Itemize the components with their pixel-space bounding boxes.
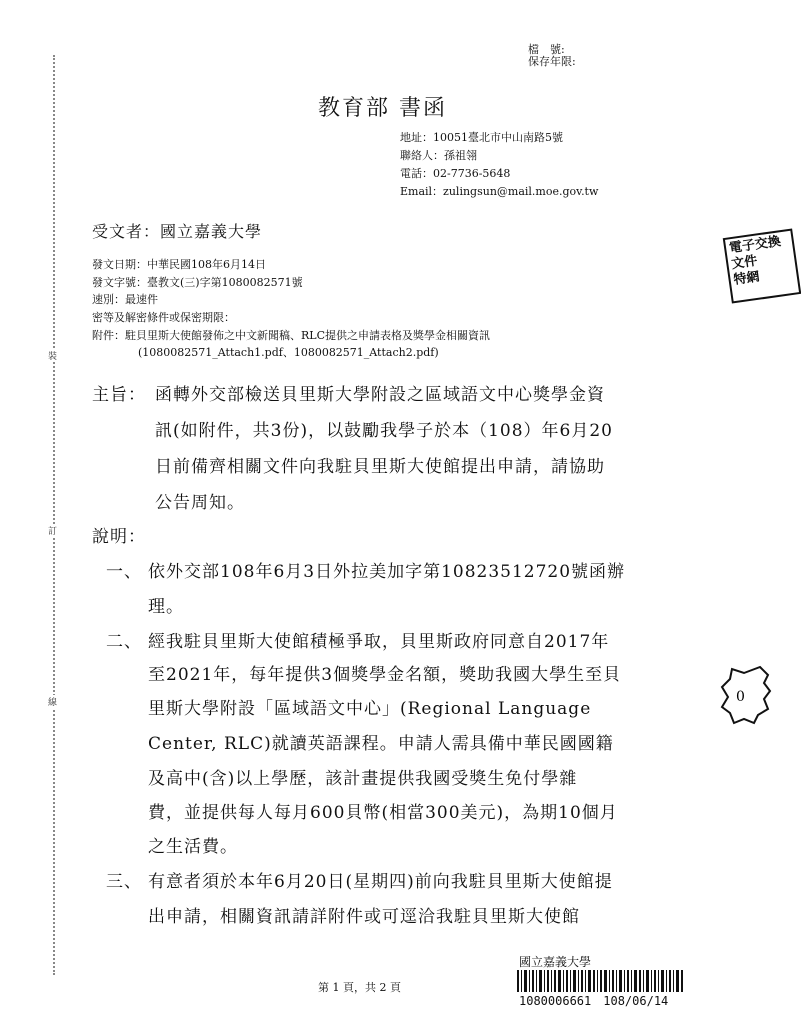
barcode-icon [517,970,683,992]
attachment-line-1: 附件：駐貝里斯大使館發佈之中文新聞稿、RLC提供之申請表格及獎學金相關資訊 [92,329,491,342]
contact-phone: 電話：02-7736-5648 [400,167,511,180]
retention-period: 保存年限: [528,55,576,68]
binding-mark-xian: 線 [48,695,57,708]
binding-mark-zhuang: 裝 [48,349,57,362]
issue-number: 發文字號：臺教文(三)字第1080082571號 [92,276,303,289]
item-line: 有意者須於本年6月20日(星期四)前向我駐貝里斯大使館提 [148,872,613,892]
contact-address: 地址：10051臺北市中山南路5號 [400,131,563,144]
attachment-line-2: (1080082571_Attach1.pdf、1080082571_Attach2.pdf) [138,346,439,359]
document-title: 教育部 書函 [318,96,447,121]
item-line: 及高中(含)以上學歷，該計畫提供我國受獎生免付學雜 [148,769,578,789]
e-exchange-stamp: 電子交換 文件 特網 [723,228,801,303]
barcode-number: 1080006661 108/06/14 [519,994,669,1008]
seal-icon [720,665,770,725]
subject-line: 日前備齊相關文件向我駐貝里斯大使館提出申請，請協助 [155,457,605,477]
speed: 速別：最速件 [92,293,158,306]
item-line: Center, RLC)就讀英語課程。申請人需具備中華民國國籍 [148,734,614,754]
item-number: 三、 [106,872,142,892]
subject-line: 訊(如附件，共3份)，以鼓勵我學子於本（108）年6月20 [155,421,613,441]
item-line: 里斯大學附設「區域語文中心」(Regional Language [148,699,592,719]
binding-line [53,55,55,975]
item-number: 一、 [106,562,142,582]
item-line: 依外交部108年6月3日外拉美加字第10823512720號函辦 [148,562,626,582]
receiver-label: 國立嘉義大學 [519,955,592,969]
contact-person: 聯絡人：孫祖翎 [400,149,477,162]
secrecy: 密等及解密條件或保密期限： [92,311,235,324]
item-line: 至2021年，每年提供3個獎學金名額，獎助我國大學生至貝 [148,665,622,685]
file-number: 檔 號: [528,43,565,56]
contact-email: Email：zulingsun@mail.moe.gov.tw [400,185,599,198]
subject-line: 公告周知。 [155,493,245,513]
item-line: 經我駐貝里斯大使館積極爭取，貝里斯政府同意自2017年 [148,632,610,652]
subject-label: 主旨： [92,385,146,405]
item-number: 二、 [106,632,142,652]
page-number: 第 1 頁，共 2 頁 [318,981,401,994]
explanation-label: 說明： [92,527,146,547]
item-line: 之生活費。 [148,837,238,857]
item-line: 理。 [148,597,184,617]
issue-date: 發文日期：中華民國108年6月14日 [92,258,266,271]
item-line: 費，並提供每人每月600貝幣(相當300美元)，為期10個月 [148,803,618,823]
subject-line: 函轉外交部檢送貝里斯大學附設之區域語文中心獎學金資 [155,385,605,405]
svg-text:0: 0 [736,689,745,705]
recipient: 受文者：國立嘉義大學 [92,222,263,241]
item-line: 出申請，相關資訊請詳附件或可逕洽我駐貝里斯大使館 [148,907,580,927]
binding-mark-ding: 訂 [48,524,57,537]
